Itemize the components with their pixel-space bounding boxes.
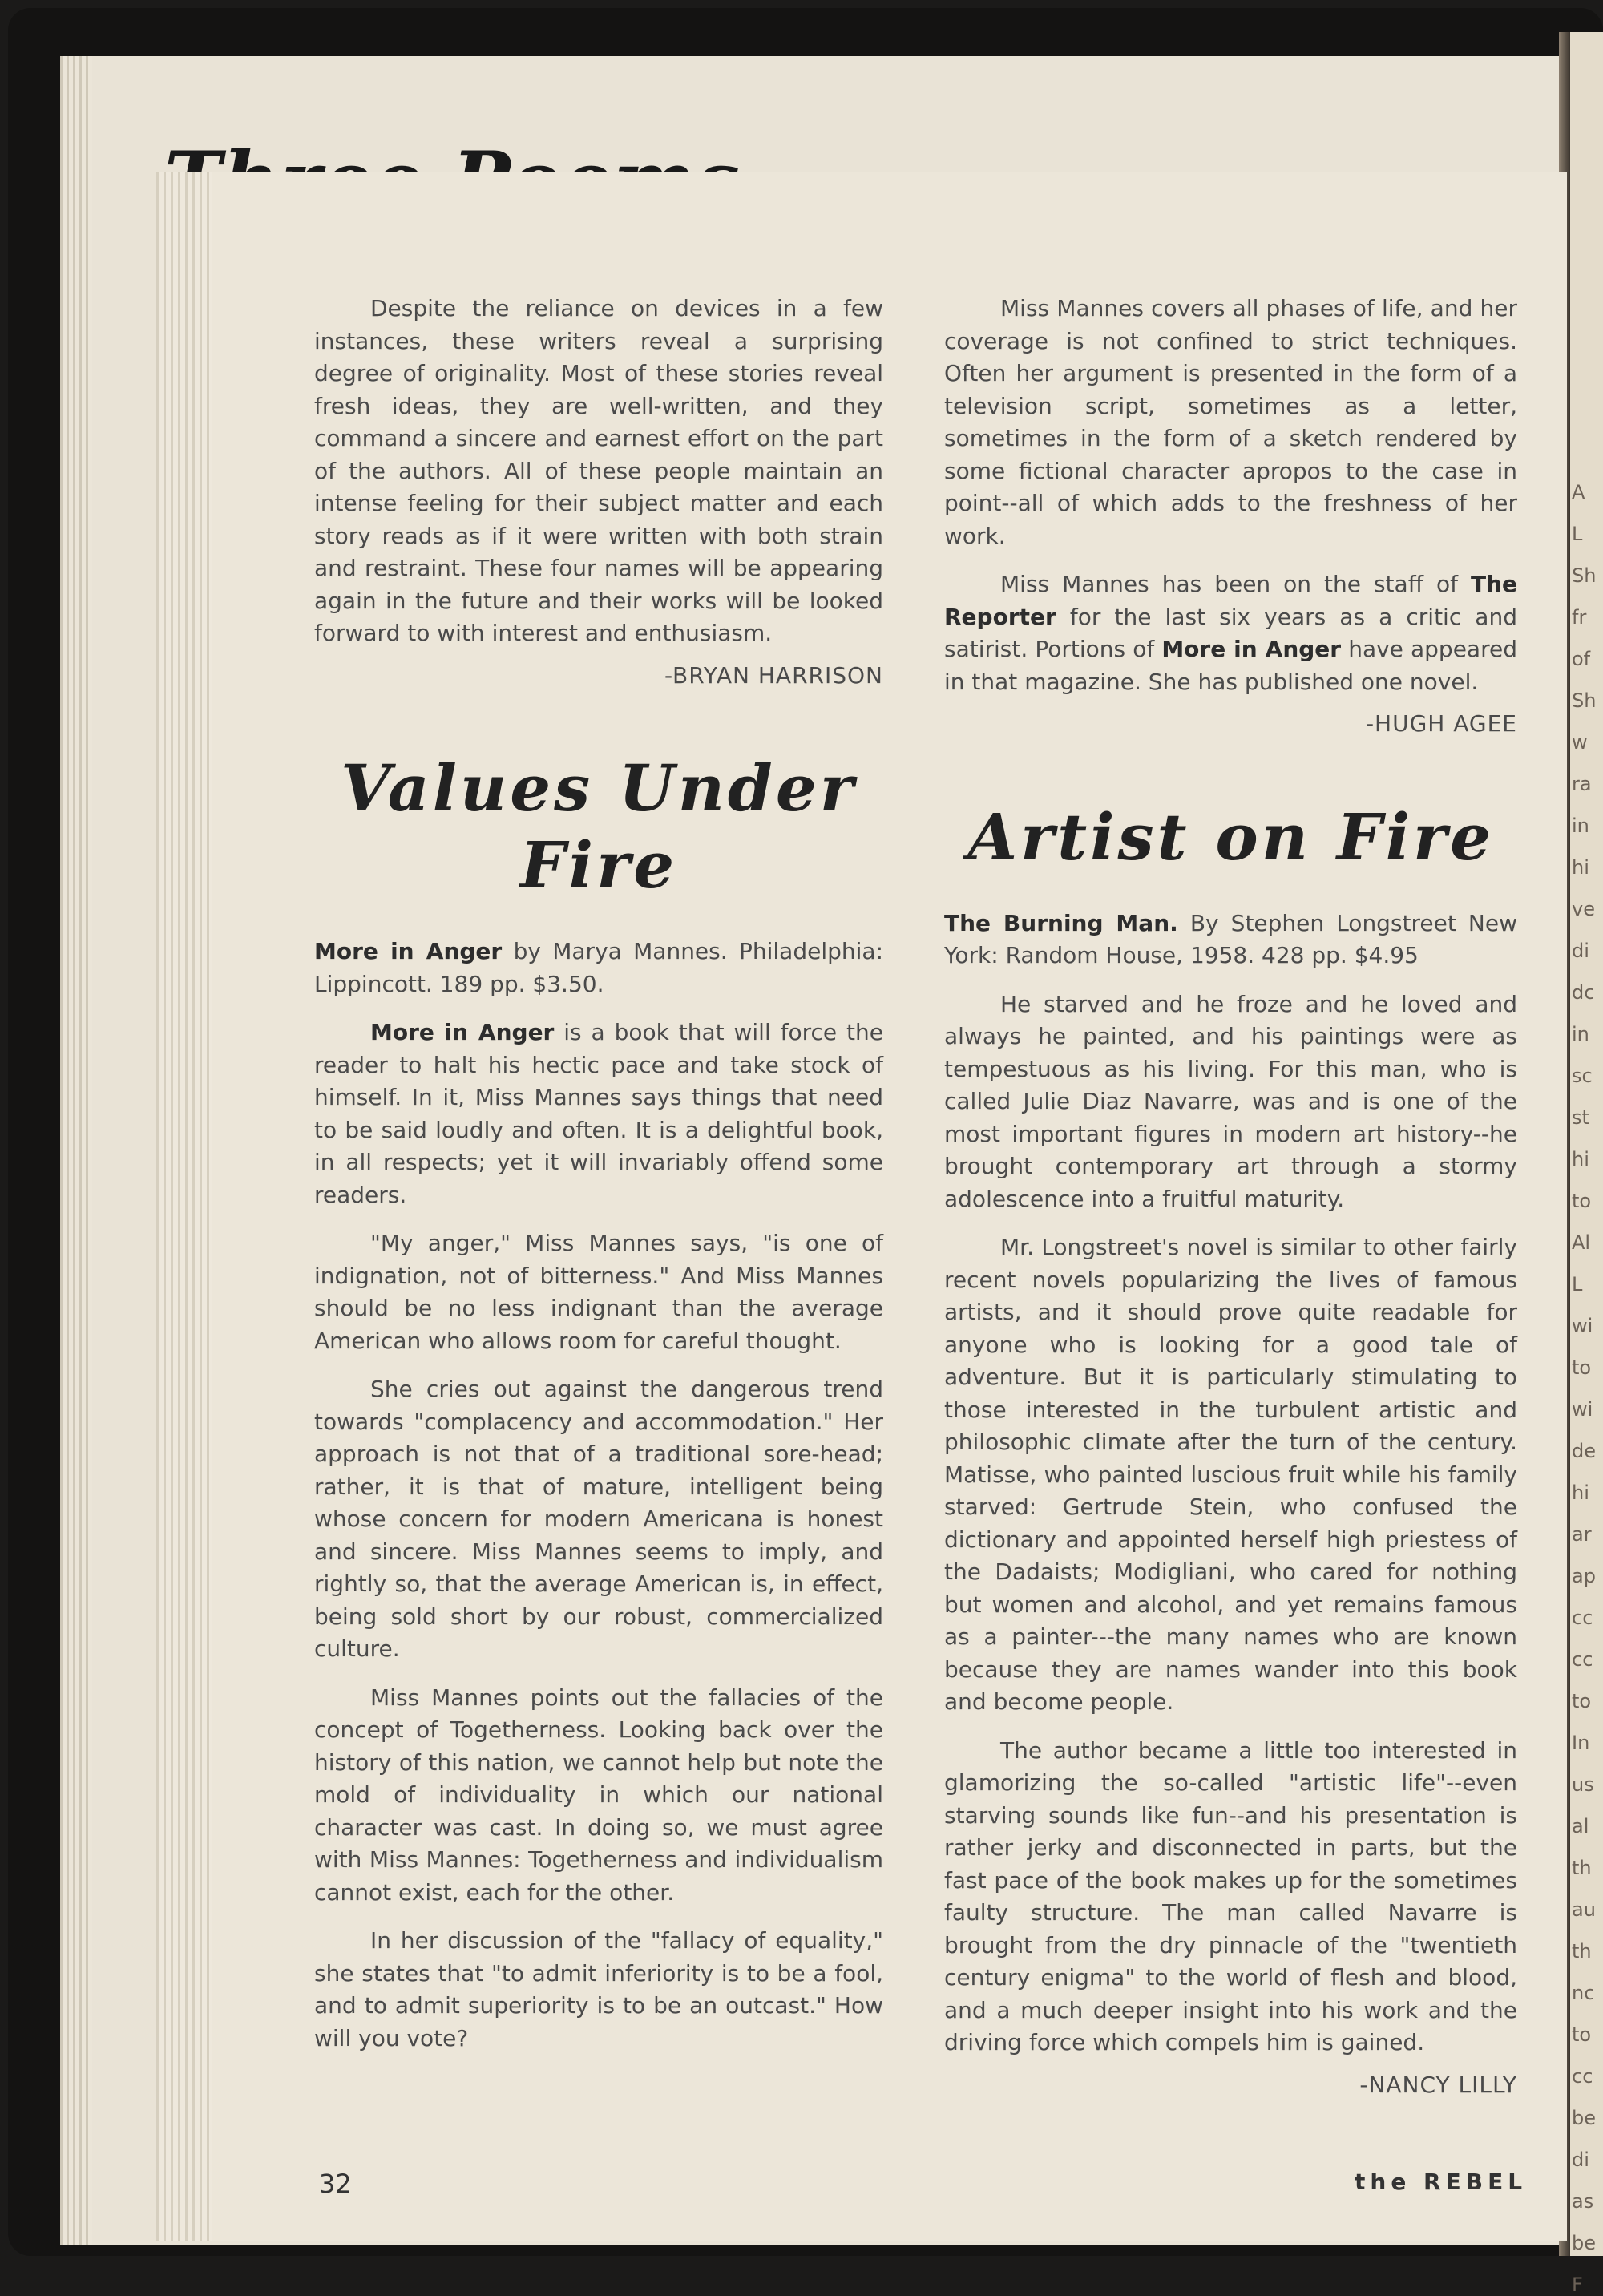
next-page-fragment: ra <box>1572 773 1592 795</box>
next-page-fragment: th <box>1572 1940 1592 1963</box>
next-page-fragment: sc <box>1572 1065 1593 1087</box>
next-page-strip <box>1567 32 1603 2296</box>
book-info: By Stephen Longstreet New York: Random House, 1958. 428 pp. $4.95 <box>944 909 1517 968</box>
next-page-fragment: in <box>1572 815 1589 837</box>
next-page-fragment: w <box>1572 731 1588 754</box>
next-page-fragment: Sh <box>1572 564 1597 587</box>
next-page-fragment: be <box>1572 2232 1596 2254</box>
paragraph <box>314 1017 883 1211</box>
next-page-fragment: hi <box>1572 856 1589 879</box>
next-page-fragment: wi <box>1572 1398 1593 1421</box>
next-page-fragment: au <box>1572 1898 1596 1921</box>
byline: -HUGH AGEE <box>1365 710 1517 737</box>
next-page-fragment: L <box>1572 1273 1583 1296</box>
magazine-name-inline: The Reporter <box>944 571 1517 630</box>
paragraph: The author became a little too interested in glamorizing the so-called "artistic life"--even starving sounds like fun--and his presentation is rather jerky and disconnected in parts, but the fast pace of the book makes up for the sometimes faulty structure. The man called Navarre is brought from the dry pinnacle of the "twentieth century enigma" to the world of flesh and blood, and a much deeper insight into his work and the driving force which compels him is gained. <box>944 1736 1517 2055</box>
next-page-fragment: of <box>1572 648 1591 670</box>
next-page-fragment: nc <box>1572 1982 1595 2004</box>
next-page-fragment: F <box>1572 2274 1583 2296</box>
next-page-fragment: in <box>1572 1023 1589 1045</box>
next-page-fragment: ve <box>1572 898 1595 920</box>
left-column <box>314 293 883 2071</box>
book-info: by Marya Mannes. Philadelphia: Lippincott. 189 pp. $3.50. <box>314 938 883 997</box>
next-page-fragment: cc <box>1572 2065 1593 2088</box>
next-page-fragment: dc <box>1572 981 1595 1004</box>
book-title-inline: More in Anger <box>1161 636 1342 662</box>
next-page-fragment: hi <box>1572 1148 1589 1170</box>
next-page-fragment: L <box>1572 523 1583 545</box>
book-citation <box>944 907 1517 972</box>
paragraph-text: for the last six years as a critic and satirist. Portions of <box>944 603 1517 662</box>
underlying-page-edges <box>60 56 92 2245</box>
book-citation <box>314 936 883 1000</box>
paragraph-text: is a book that will force the reader to halt his hectic pace and take stock of himself. In it, Miss Mannes says things that need to be said loudly and often. It is a delightful book, in all respects; yet it will invariably offend some readers. <box>314 1019 883 1208</box>
next-page-fragment: al <box>1572 1815 1589 1837</box>
paragraph: In her discussion of the "fallacy of equality," she states that "to admit inferiority is to be a fool, and to admit superiority is to be an outcast." How will you vote? <box>314 1927 883 2051</box>
next-page-fragment: wi <box>1572 1315 1593 1337</box>
next-page-fragment: to <box>1572 1190 1592 1212</box>
paragraph: She cries out against the dangerous trend towards "complacency and accommodation." Her approach is not that of a traditional sore-head; rather, it is that of mature, intelligent being whose concern for modern Americana is honest and sincere. Miss Mannes seems to imply, and rightly so, that the average American is, in effect, being sold short by our robust, commercialized culture. <box>314 1376 883 1662</box>
book-title: The Burning Man. <box>944 909 1178 936</box>
right-column <box>944 293 1517 2101</box>
next-page-fragment: Sh <box>1572 689 1597 712</box>
next-page-fragment: de <box>1572 1440 1596 1462</box>
next-page-fragment: th <box>1572 1857 1592 1879</box>
next-page-fragment: di <box>1572 2148 1589 2171</box>
next-page-fragment: to <box>1572 1690 1592 1712</box>
paragraph: Miss Mannes covers all phases of life, and her coverage is not confined to strict techniques. Often her argument is presented in the form of a television script, sometimes as a letter, sometimes in the form of a sketch rendered by some fictional character apropos to the case in point--all of which adds to the freshness of her work. <box>944 295 1517 549</box>
next-page-fragment: as <box>1572 2190 1594 2213</box>
byline: -BRYAN HARRISON <box>664 661 883 689</box>
next-page-fragment: to <box>1572 1356 1592 1379</box>
next-page-fragment: cc <box>1572 1607 1593 1629</box>
page-number: 32 <box>319 2169 352 2199</box>
paragraph-text: Miss Mannes has been on the staff of <box>1000 571 1471 597</box>
next-page-fragment: cc <box>1572 1648 1593 1671</box>
next-page-fragment: In <box>1572 1732 1590 1754</box>
next-page-fragment: us <box>1572 1773 1594 1796</box>
byline: -NANCY LILLY <box>1359 2071 1517 2098</box>
review-heading: Values Under Fire <box>341 750 857 903</box>
next-page-fragment: to <box>1572 2023 1592 2046</box>
page-stack-edges <box>156 172 212 2241</box>
paragraph: Miss Mannes points out the fallacies of the concept of Togetherness. Looking back over the history of this nation, we cannot help but note the mold of individuality in which our national character was cast. In doing so, we must agree with Miss Mannes: Togetherness and individualism cannot exist, each for the other. <box>314 1684 883 1906</box>
review-heading: Artist on Fire <box>967 798 1494 875</box>
next-page-fragment: st <box>1572 1106 1589 1129</box>
magazine-name: the REBEL <box>1355 2169 1528 2195</box>
paragraph <box>944 568 1517 698</box>
paragraph: Despite the reliance on devices in a few instances, these writers reveal a surprising degree of originality. Most of these stories reveal fresh ideas, they are well-written, and they command a sincere and earnest effort on the part of the authors. All of these people maintain an intense feeling for their subject matter and each story reads as if it were written with both strain and restraint. These four names will be appearing again in the future and their works will be looked forward to with interest and enthusiasm. <box>314 295 883 646</box>
next-page-fragment: hi <box>1572 1481 1589 1504</box>
next-page-fragment: Al <box>1572 1231 1591 1254</box>
next-page-fragment: ar <box>1572 1523 1592 1546</box>
paragraph: Mr. Longstreet's novel is similar to other fairly recent novels popularizing the lives of famous artists, and it should prove quite readable for anyone who is looking for a good tale of adventure. But it is particularly stimulating to those interested in the turbulent artistic and philosophic climate after the turn of the century. Matisse, who painted luscious fruit while his family starved: Gertrude Stein, who confused the dictionary and appointed herself high priestess of the Dadaists; Modigliani, who cared for nothing but women and alcohol, and yet remains famous as a painter---the many names who are known because they are names wander into this book and become people. <box>944 1234 1517 1715</box>
next-page-fragment: fr <box>1572 606 1587 629</box>
next-page-fragment: ap <box>1572 1565 1596 1587</box>
next-page-fragment: be <box>1572 2107 1596 2129</box>
book-title-inline: More in Anger <box>370 1019 555 1045</box>
book-title: More in Anger <box>314 938 503 964</box>
paragraph-text: have appeared in that magazine. She has published one novel. <box>944 636 1517 695</box>
paragraph: "My anger," Miss Mannes says, "is one of indignation, not of bitterness." And Miss Mannes should be no less indignant than the average American who allows room for careful thought. <box>314 1230 883 1354</box>
paragraph: He starved and he froze and he loved and always he painted, and his paintings were as tempestuous as his living. For this man, who is called Julie Diaz Navarre, was and is one of the most important figures in modern art history--he brought contemporary art through a stormy adolescence into a fruitful maturity. <box>944 990 1517 1212</box>
next-page-fragment: di <box>1572 940 1589 962</box>
next-page-fragment: A <box>1572 481 1585 503</box>
